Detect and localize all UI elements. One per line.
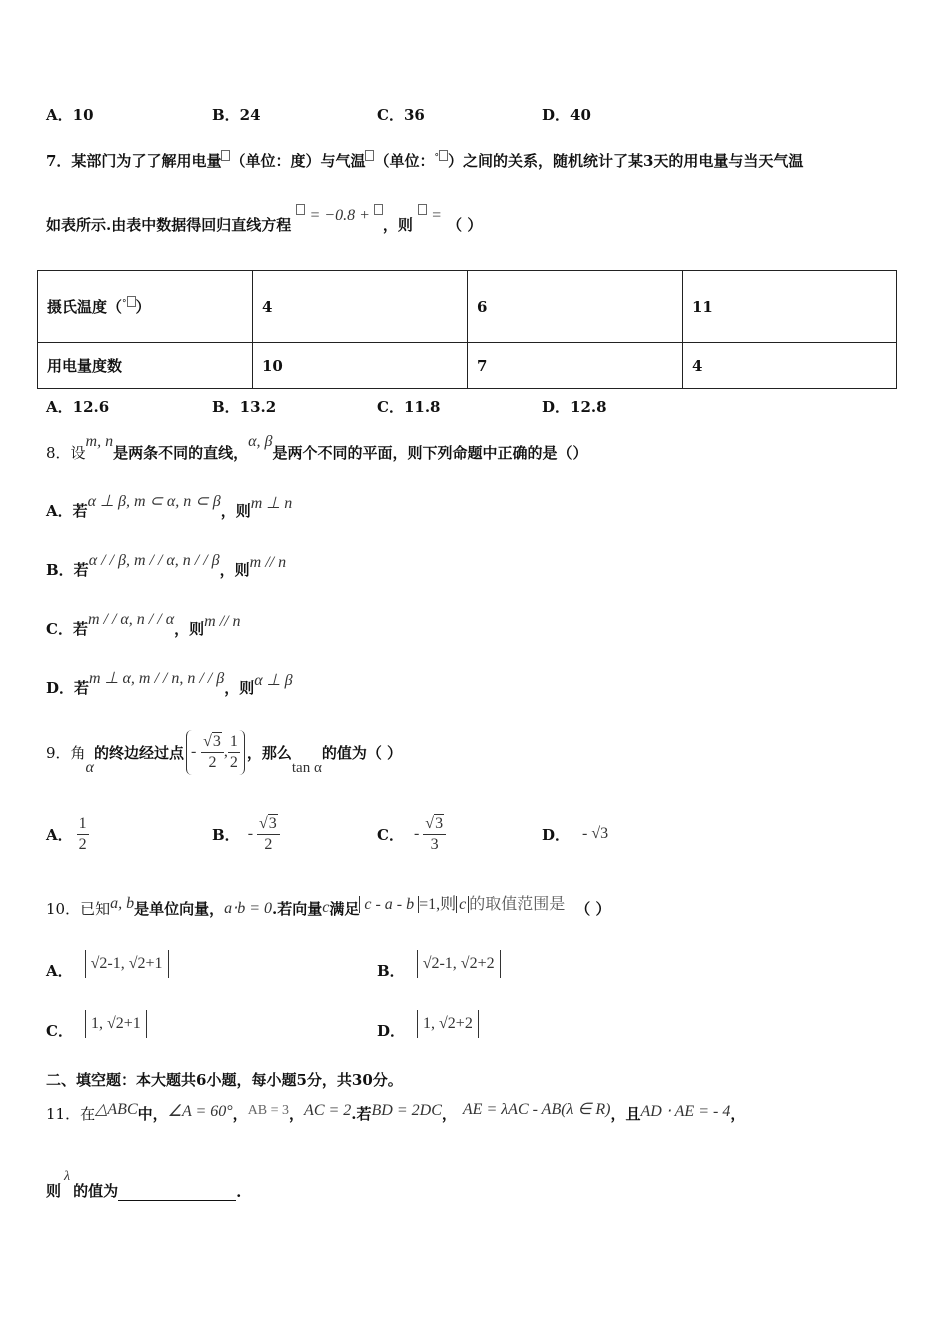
q7-unit2: （单位： (374, 152, 435, 170)
q10-condition: c - a - b =1,则 c 的取值范围是 (359, 891, 565, 914)
answer-blank[interactable] (118, 1186, 236, 1201)
table-row (38, 343, 897, 389)
q7-blank: （ ） (447, 216, 483, 234)
q8-ab: α, β (248, 433, 273, 450)
placeholder-box-icon (418, 204, 427, 215)
q6-option-d: D．40 (542, 106, 591, 124)
q10-c: c (322, 899, 330, 916)
q9-point: - $\frac{√3}{2}$ , $\frac{1}{2}$ (186, 730, 245, 775)
q7-unit1: （单位：度）与气温 (230, 152, 366, 170)
q9-option-c: C． - $\frac{√3}{3}$ (377, 808, 446, 860)
q8-option-b: B．若α / / β, m / / α, n / / β，则m // n (46, 552, 287, 579)
q10-option-d: D． 1, √2+2 (377, 1010, 479, 1050)
placeholder-box-icon (439, 150, 448, 161)
q8-mn: m, n (85, 433, 114, 450)
q6-option-a: A．10 (46, 106, 94, 124)
q8-option-c: C．若m / / α, n / / α，则m // n (46, 611, 241, 638)
placeholder-box-icon (127, 296, 136, 307)
q8-b-result: m // n (249, 554, 287, 571)
q7-equation: = −0.8 + (296, 207, 382, 224)
table-cell: 4 (683, 343, 897, 389)
q9-option-a: A． $\frac{1}{2}$ (46, 814, 87, 853)
q6-option-b: B．24 (212, 106, 261, 124)
q7-intro: 7．某部门为了了解用电量 (46, 152, 222, 170)
q10-ab: a, b (110, 895, 135, 912)
q10-stem: 10．已知 a, b 是单位向量， a⋅b = 0 .若向量 c 满足 c - a - b =1,则 c 的取值范围是 （ ） (46, 890, 611, 926)
table-cell-label: 摄氏温度（° ） (38, 271, 253, 343)
q7-then: ，则 (382, 216, 413, 234)
q8-c-cond: m / / α, n / / α (87, 611, 175, 628)
q8-d-cond: m ⊥ α, m / / n, n / / β (89, 670, 225, 687)
q8-d-result: α ⊥ β (254, 672, 293, 689)
q7-line2 (46, 207, 483, 235)
q9-tan: tan α (291, 759, 322, 776)
q7-answer-var: = (418, 207, 442, 224)
section-heading: 二、填空题：本大题共6小题，每小题5分，共30分。 (46, 1071, 403, 1089)
q10-option-c: C． 1, √2+1 (46, 1010, 147, 1050)
q8-option-d: D．若m ⊥ α, m / / n, n / / β，则α ⊥ β (46, 670, 293, 697)
q11-stem: 11．在 △ABC 中， ∠A = 60° ， AB = 3 ， AC = 2 .若 BD = 2DC ， AE = λAC - AB(λ ∈ R) ，且 AD ⋅ AE = - 4 ， (46, 1101, 746, 1123)
table-cell: 10 (253, 343, 468, 389)
q8-b-cond: α / / β, m / / α, n / / β (88, 552, 220, 569)
table-cell: 7 (468, 343, 683, 389)
q9-option-d: D． - √3 (542, 825, 609, 844)
q7-line1: 7．某部门为了了解用电量 （单位：度）与气温 （单位：° ）之间的关系，随机统计了某3天的用电量与当天气温 (46, 152, 804, 170)
q9-stem: 9．角 α 的终边经过点 - $\frac{√3}{2}$ , $\frac{1}{2}$ ，那么 tan α 的值为（ ） (46, 722, 402, 782)
q9-option-b: B． - $\frac{√3}{2}$ (212, 808, 280, 860)
q7-option-c: C．11.8 (377, 398, 441, 416)
table-cell: 11 (683, 271, 897, 343)
table-cell: 4 (253, 271, 468, 343)
q8-a-result: m ⊥ n (250, 495, 293, 512)
q7-option-a: A．12.6 (46, 398, 110, 416)
table-cell-label: 用电量度数 (38, 343, 253, 389)
table-row (38, 271, 897, 343)
q7-unit2-end: ）之间的关系，随机统计了某3天的用电量与当天气温 (447, 152, 804, 170)
q8-a-cond: α ⊥ β, m ⊂ α, n ⊂ β (87, 493, 221, 510)
q10-dot: a⋅b = 0 (224, 900, 272, 917)
q10-option-b: B． √2-1, √2+2 (377, 950, 501, 990)
placeholder-box-icon (374, 204, 383, 215)
q6-option-c: C．36 (377, 106, 425, 124)
q11-line2: 则 λ 的值为 . (46, 1169, 242, 1201)
placeholder-box-icon (296, 204, 305, 215)
q7-line2-text: 如表所示.由表中数据得回归直线方程 (46, 216, 292, 234)
table-cell: 6 (468, 271, 683, 343)
q8-option-a: A．若α ⊥ β, m ⊂ α, n ⊂ β，则m ⊥ n (46, 493, 293, 520)
q7-table (37, 270, 897, 389)
q7-option-b: B．13.2 (212, 398, 277, 416)
q8-c-result: m // n (204, 613, 241, 630)
q7-option-d: D．12.8 (542, 398, 607, 416)
q9-alpha: α (85, 759, 94, 776)
q10-option-a: A． √2-1, √2+1 (46, 950, 169, 990)
q8-stem: 8．设m, n是两条不同的直线，α, β是两个不同的平面，则下列命题中正确的是（） (46, 433, 588, 462)
